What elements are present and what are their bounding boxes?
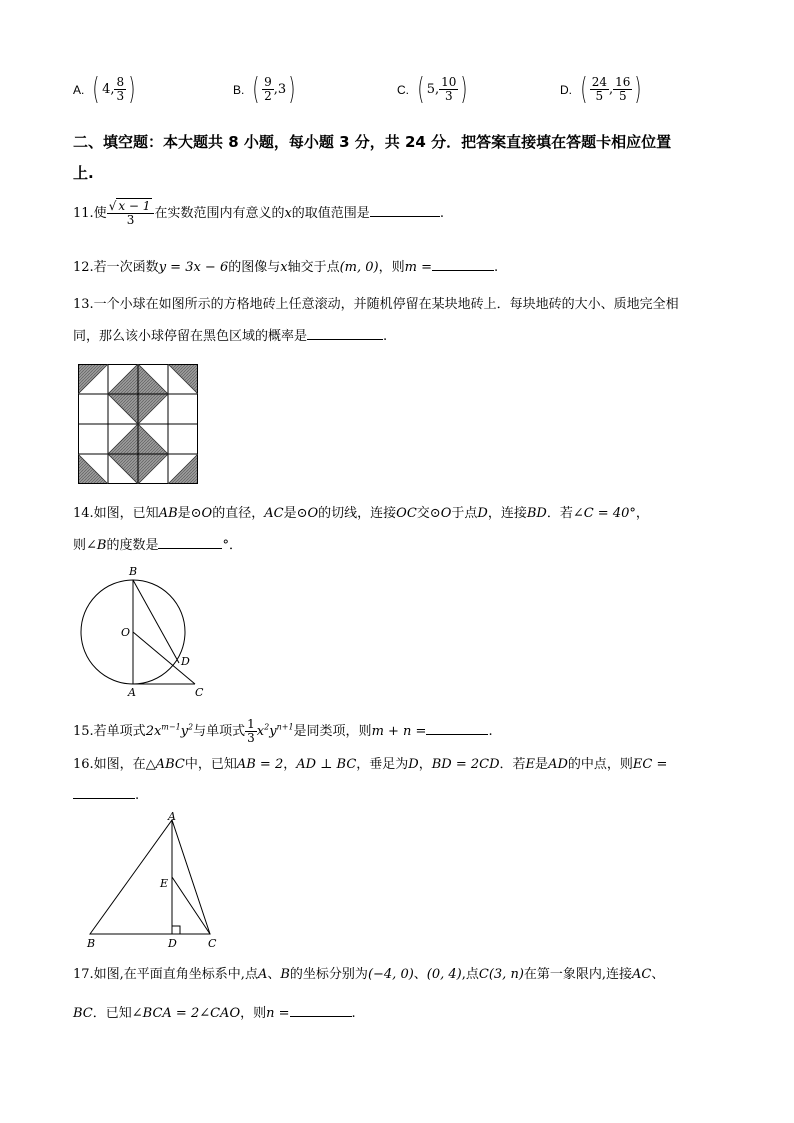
tile-grid-figure (78, 364, 198, 484)
question-13-line2: 同，那么该小球停留在黑色区域的概率是 . (73, 329, 388, 344)
question-17-line2: BC．已知∠BCA = 2∠CAO，则n = . (73, 1006, 356, 1021)
label-a: A (168, 810, 176, 823)
question-14-line1: 14.如图，已知AB是⊙O的直径，AC是⊙O的切线，连接OC交⊙O于点D，连接BD．若∠C = 40°， (73, 506, 649, 521)
section-heading: 二、填空题：本大题共 8 小题，每小题 3 分，共 24 分．把答案直接填在答题卡相应位置 (73, 133, 672, 151)
label-d: D (168, 937, 177, 950)
option-a: A. ( 4, $\frac{8}{3}$ ) (73, 72, 136, 107)
question-13-line1: 13.一个小球在如图所示的方格地砖上任意滚动，并随机停留在某块地砖上．每块地砖的大小、质地完全相 (73, 297, 679, 312)
circle-tangent-figure (78, 564, 218, 699)
option-d: D. ( $\frac{24}{5}$ , $\frac{16}{5}$ ) (560, 72, 642, 107)
answer-blank-16[interactable] (73, 786, 135, 799)
question-11: 11.使 $\frac{√ x - 1}{3}$ 在实数范围内有意义的x的取值范围是 . (73, 199, 444, 227)
label-o: O (121, 626, 131, 639)
answer-blank-14[interactable] (158, 536, 222, 549)
option-c: C. ( 5, $\frac{10}{3}$ ) (397, 72, 468, 107)
question-17-line1: 17.如图,在平面直角坐标系中,点A、B的坐标分别为(−4, 0)、(0, 4),点C(3, n)在第一象限内,连接AC、 (73, 967, 665, 982)
label-d: D (181, 655, 190, 668)
question-15: 15.若单项式$2x^{m-1}y^2$与单项式 $\frac{1}{3}$ $x^2y^{n+1}$是同类项，则m + n = . (73, 717, 493, 745)
question-16-line2: . (73, 786, 139, 805)
option-b: B. ( $\frac{9}{2}$ ,3) (233, 72, 296, 107)
label-c: C (208, 937, 217, 950)
answer-blank-11[interactable] (370, 204, 440, 217)
label-a: A (128, 686, 136, 699)
label-b: B (87, 937, 96, 950)
label-b: B (129, 565, 138, 578)
question-14-line2: 则∠B的度数是 °． (73, 538, 242, 553)
section-heading-cont: 上. (73, 164, 94, 182)
answer-blank-15[interactable] (426, 722, 488, 735)
answer-blank-13[interactable] (307, 327, 383, 340)
triangle-figure (82, 810, 227, 952)
answer-blank-17[interactable] (290, 1004, 352, 1017)
label-c: C (195, 686, 204, 699)
label-e: E (160, 877, 169, 890)
question-12: 12.若一次函数y = 3x − 6的图像与x轴交于点(m, 0)，则m = . (73, 260, 499, 275)
question-16-line1: 16.如图，在△ABC中，已知AB = 2，AD ⊥ BC，垂足为D，BD = 2CD．若E是AD的中点，则EC = (73, 757, 668, 772)
answer-blank-12[interactable] (432, 258, 494, 271)
